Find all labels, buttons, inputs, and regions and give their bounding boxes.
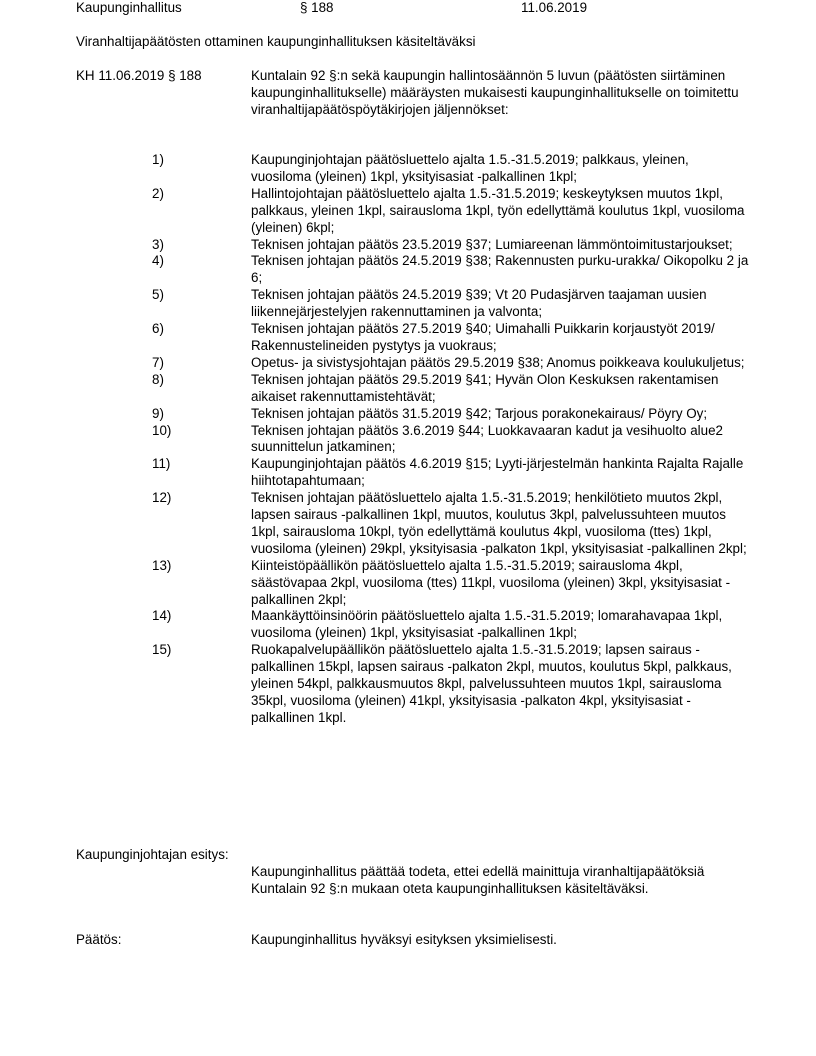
list-item-text: Teknisen johtajan päätös 24.5.2019 §38; Rakennusten purku-urakka/ Oikopolku 2 ja 6; bbox=[251, 253, 749, 286]
list-item-text: Kaupunginjohtajan päätös 4.6.2019 §15; Lyyti-järjestelmän hankinta Rajalta Rajalle hiihtotapahtumaan; bbox=[251, 456, 744, 489]
list-item bbox=[0, 406, 816, 423]
list-item bbox=[0, 355, 816, 372]
list-item bbox=[0, 186, 816, 237]
list-item-number: 8) bbox=[152, 371, 164, 387]
decision-label: Päätös: bbox=[76, 932, 122, 947]
decision-list bbox=[0, 152, 816, 727]
list-item-number: 3) bbox=[152, 236, 164, 252]
list-item-text: Teknisen johtajan päätös 3.6.2019 §44; Luokkavaaran kadut ja vesihuolto alue2 suunnittelun jatkaminen; bbox=[251, 422, 723, 455]
list-item-text: Ruokapalvelupäällikön päätösluettelo ajalta 1.5.-31.5.2019; lapsen sairaus -palkallinen 15kpl, lapsen sairaus -palkaton 2kpl, muutos, koulutus 5kpl, palkkaus, yleinen 54kpl, palkkausmuutos 8kpl, palvelussuhteen muutos 1kpl, sairausloma 35kpl, vuosiloma (yleinen) 41kpl, yksityisasia -palkaton 4kpl, yksityisasiat -palkallinen 1kpl. bbox=[251, 642, 732, 725]
intro-paragraph: Kuntalain 92 §:n sekä kaupungin hallintosäännön 5 luvun (päätösten siirtäminen kaupunginhallitukselle) määräysten mukaisesti kaupunginhallitukselle on toimitettu viranhaltijapäätöspöytäkirjojen jäljennökset: bbox=[251, 68, 739, 117]
list-item-text: Teknisen johtajan päätös 27.5.2019 §40; Uimahalli Puikkarin korjaustyöt 2019/ Rakennustelineiden pystytys ja vuokraus; bbox=[251, 321, 715, 353]
list-item-text: Kiinteistöpäällikön päätösluettelo ajalta 1.5.-31.5.2019; sairausloma 4kpl, säästövapaa 2kpl, vuosiloma (ttes) 11kpl, vuosiloma (yleinen) 3kpl, yksityisasiat -palkallinen 2kpl; bbox=[251, 557, 731, 607]
list-item bbox=[0, 642, 816, 727]
meeting-reference: KH 11.06.2019 § 188 bbox=[76, 68, 202, 83]
list-item-text: Teknisen johtajan päätös 31.5.2019 §42; Tarjous porakonekairaus/ Pöyry Oy; bbox=[251, 405, 708, 421]
list-item-number: 12) bbox=[152, 490, 172, 506]
header-section-number: § 188 bbox=[300, 0, 334, 15]
list-item-number: 5) bbox=[152, 287, 164, 303]
proposal-text: Kaupunginhallitus päättää todeta, ettei edellä mainittuja viranhaltijapäätöksiä Kuntalain 92 §:n mukaan oteta kaupunginhallituksen käsiteltäväksi. bbox=[251, 864, 705, 896]
header-date: 11.06.2019 bbox=[521, 0, 588, 15]
document-subject: Viranhaltijapäätösten ottaminen kaupunginhallituksen käsiteltäväksi bbox=[76, 34, 476, 49]
header-organ: Kaupunginhallitus bbox=[76, 0, 182, 15]
list-item-text: Teknisen johtajan päätösluettelo ajalta 1.5.-31.5.2019; henkilötieto muutos 2kpl, lapsen sairaus -palkallinen 1kpl, muutos, koulutus 3kpl, palvelussuhteen muutos 1kpl, sairausloma 10kpl, työn edellyttämä koulutus 4kpl, vuosiloma (ttes) 1kpl, vuosiloma (yleinen) 29kpl, yksityisasia -palkaton 1kpl, yksityisasiat -palkallinen 2kpl; bbox=[251, 490, 747, 556]
list-item-number: 11) bbox=[152, 456, 171, 472]
list-item bbox=[0, 608, 816, 642]
list-item-number: 15) bbox=[152, 642, 172, 658]
list-item-number: 7) bbox=[152, 354, 164, 370]
list-item-number: 14) bbox=[152, 608, 172, 624]
list-item-text: Teknisen johtajan päätös 29.5.2019 §41; Hyvän Olon Keskuksen rakentamisen aikaiset rakennuttamistehtävät; bbox=[251, 371, 719, 404]
list-item bbox=[0, 287, 816, 321]
list-item-number: 9) bbox=[152, 405, 164, 421]
list-item-text: Hallintojohtajan päätösluettelo ajalta 1.5.-31.5.2019; keskeytyksen muutos 1kpl, palkkaus, yleinen 1kpl, sairausloma 1kpl, työn edellyttämä koulutus 1kpl, vuosiloma (yleinen) 6kpl; bbox=[251, 185, 745, 235]
list-item bbox=[0, 237, 816, 254]
list-item bbox=[0, 490, 816, 558]
list-item-number: 4) bbox=[152, 253, 164, 269]
list-item-text: Opetus- ja sivistysjohtajan päätös 29.5.2019 §38; Anomus poikkeava koulukuljetus; bbox=[251, 354, 745, 370]
list-item-text: Teknisen johtajan päätös 23.5.2019 §37; Lumiareenan lämmöntoimitustarjoukset; bbox=[251, 236, 733, 252]
list-item-text: Kaupunginjohtajan päätösluettelo ajalta 1.5.-31.5.2019; palkkaus, yleinen, vuosiloma (yleinen) 1kpl, yksityisasiat -palkallinen 1kpl; bbox=[251, 152, 689, 184]
list-item bbox=[0, 321, 816, 355]
list-item bbox=[0, 372, 816, 406]
list-item bbox=[0, 456, 816, 490]
list-item-number: 1) bbox=[152, 152, 164, 167]
list-item bbox=[0, 558, 816, 609]
list-item-number: 2) bbox=[152, 185, 164, 201]
proposal-label: Kaupunginjohtajan esitys: bbox=[76, 847, 229, 862]
list-item-number: 13) bbox=[152, 557, 172, 573]
list-item-text: Teknisen johtajan päätös 24.5.2019 §39; Vt 20 Pudasjärven taajaman uusien liikennejärjestelyjen rakennuttaminen ja valvonta; bbox=[251, 287, 707, 320]
list-item-text: Maankäyttöinsinöörin päätösluettelo ajalta 1.5.-31.5.2019; lomarahavapaa 1kpl, vuosiloma (yleinen) 1kpl, yksityisasiat -palkallinen 1kpl; bbox=[251, 608, 723, 641]
list-item-number: 10) bbox=[152, 422, 172, 438]
list-item bbox=[0, 152, 816, 186]
list-item bbox=[0, 423, 816, 457]
list-item bbox=[0, 253, 816, 287]
decision-text: Kaupunginhallitus hyväksyi esityksen yksimielisesti. bbox=[251, 932, 557, 947]
list-item-number: 6) bbox=[152, 321, 164, 337]
